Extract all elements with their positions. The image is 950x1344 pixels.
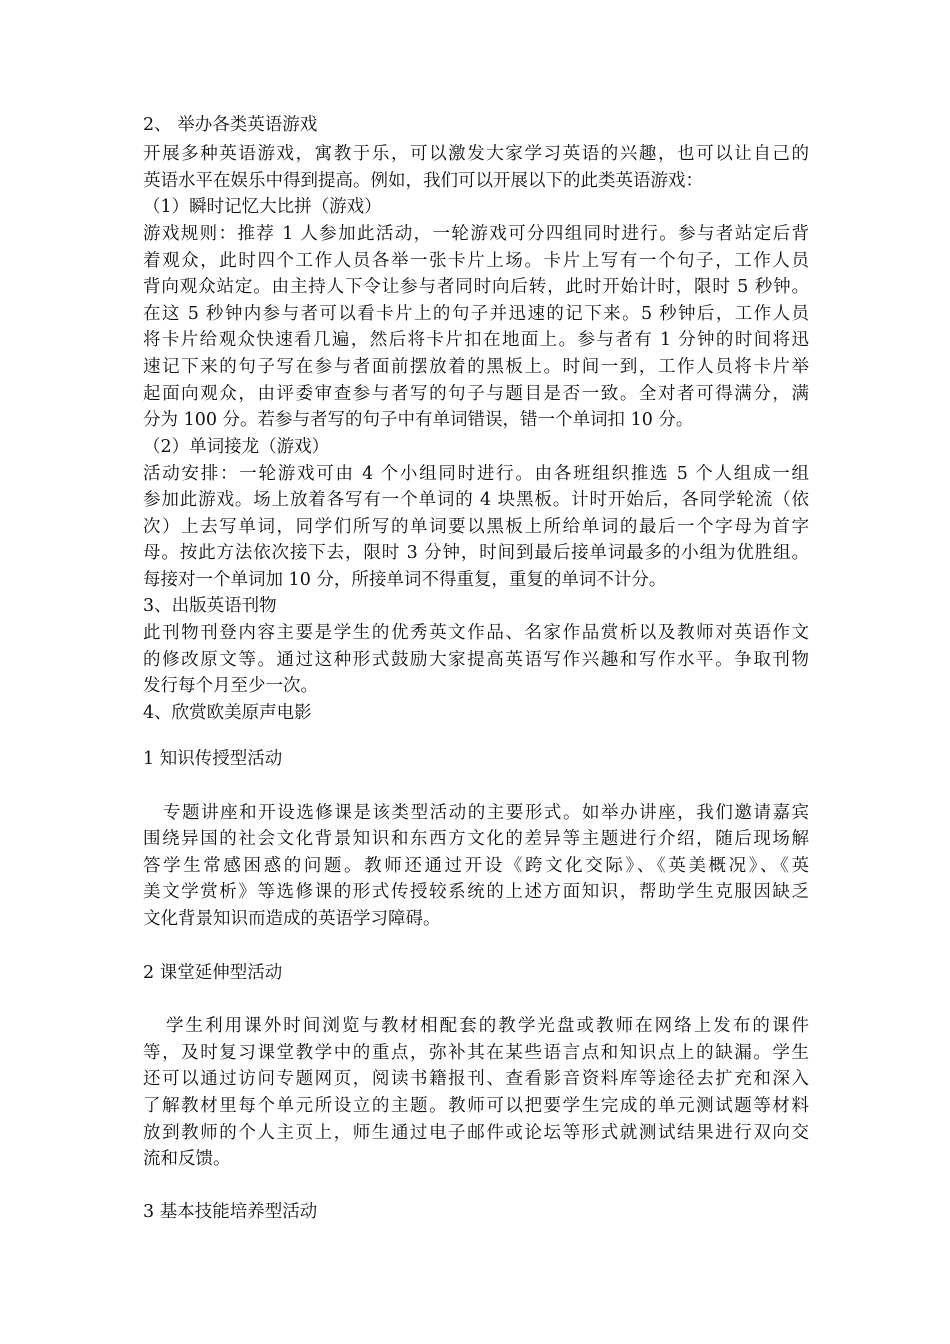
text-line: 等，及时复习课堂教学中的重点，弥补其在某些语言点和知识点上的缺漏。学生 [143, 1043, 809, 1063]
subsection-heading: （2）单词接龙（游戏） [143, 437, 330, 457]
text-line: 围绕异国的社会文化背景知识和东西方文化的差异等主题进行介绍，随后现场解 [143, 829, 809, 849]
text-line: 母。按此方法依次接下去，限时 3 分钟，时间到最后接单词最多的小组为优胜组。 [143, 543, 809, 563]
text-line: 了解教材里每个单元所设立的主题。教师可以把要学生完成的单元测试题等材料 [143, 1096, 809, 1116]
text-line: 美文学赏析》等选修课的形式传授较系统的上述方面知识，帮助学生克服因缺乏 [143, 882, 809, 902]
section-heading: 2 课堂延伸型活动 [143, 963, 283, 983]
text-line: 答学生常感困惑的问题。教师还通过开设《跨文化交际》、《英美概况》、《英 [143, 856, 809, 876]
section-heading: 3、出版英语刊物 [143, 596, 277, 616]
subsection-heading: （1）瞬时记忆大比拼（游戏） [143, 197, 382, 217]
text-line: 参加此游戏。场上放着各写有一个单词的 4 块黑板。计时开始后，各同学轮流（依 [143, 490, 809, 510]
text-line: 活动安排：一轮游戏可由 4 个小组同时进行。由各班组织推选 5 个人组成一组 [143, 464, 809, 484]
text-line: 的修改原文等。通过这种形式鼓励大家提高英语写作兴趣和写作水平。争取刊物 [143, 650, 809, 670]
text-line: 学生利用课外时间浏览与教材相配套的教学光盘或教师在网络上发布的课件 [166, 1016, 809, 1036]
text-line: 分为 100 分。若参与者写的句子中有单词错误，错一个单词扣 10 分。 [143, 410, 694, 430]
section-heading: 1 知识传授型活动 [143, 749, 283, 769]
text-line: 开展多种英语游戏，寓教于乐，可以激发大家学习英语的兴趣，也可以让自己的 [143, 144, 809, 164]
text-line: 次）上去写单词，同学们所写的单词要以黑板上所给单词的最后一个字母为首字 [143, 517, 809, 537]
text-line: 还可以通过访问专题网页，阅读书籍报刊、查看影音资料库等途径去扩充和深入 [143, 1069, 809, 1089]
section-heading: 3 基本技能培养型活动 [143, 1202, 318, 1222]
section-heading: 2、 举办各类英语游戏 [143, 115, 318, 135]
text-line: 发行每个月至少一次。 [143, 676, 318, 696]
text-line: 游戏规则：推荐 1 人参加此活动，一轮游戏可分四组同时进行。参与者站定后背 [143, 224, 809, 244]
text-line: 背向观众站定。由主持人下令让参与者同时向后转，此时开始计时，限时 5 秒钟。 [143, 277, 809, 297]
section-heading: 4、欣赏欧美原声电影 [143, 703, 312, 723]
text-line: 英语水平在娱乐中得到提高。例如，我们可以开展以下的此类英语游戏： [143, 171, 703, 191]
text-line: 放到教师的个人主页上，师生通过电子邮件或论坛等形式就测试结果进行双向交 [143, 1123, 809, 1143]
text-line: 流和反馈。 [143, 1149, 231, 1169]
text-line: 起面向观众，由评委审查参与者写的句子与题目是否一致。全对者可得满分，满 [143, 384, 809, 404]
text-line: 每接对一个单词加 10 分，所接单词不得重复，重复的单词不计分。 [143, 570, 667, 590]
text-line: 文化背景知识而造成的英语学习障碍。 [143, 909, 441, 929]
text-line: 此刊物刊登内容主要是学生的优秀英文作品、名家作品赏析以及教师对英语作文 [143, 623, 809, 643]
text-line: 专题讲座和开设选修课是该类型活动的主要形式。如举办讲座，我们邀请嘉宾 [163, 803, 809, 823]
text-line: 将卡片给观众快速看几遍，然后将卡片扣在地面上。参与者有 1 分钟的时间将迅 [143, 330, 809, 350]
text-line: 着观众，此时四个工作人员各举一张卡片上场。卡片上写有一个句子，工作人员 [143, 251, 809, 271]
text-line: 速记下来的句子写在参与者面前摆放着的黑板上。时间一到，工作人员将卡片举 [143, 357, 809, 377]
text-line: 在这 5 秒钟内参与者可以看卡片上的句子并迅速的记下来。5 秒钟后，工作人员 [143, 304, 809, 324]
